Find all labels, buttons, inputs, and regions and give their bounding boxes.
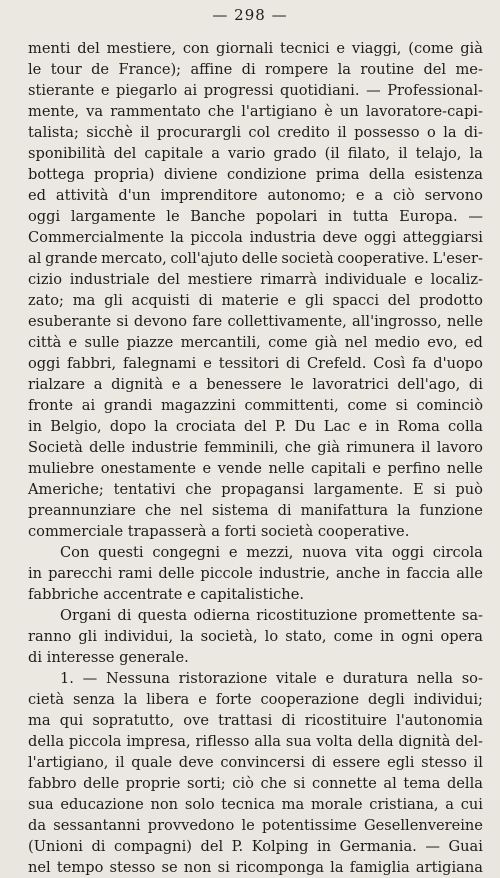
text-line: talista; sicchè il procurargli col credito il possesso o la di- — [28, 124, 483, 141]
text-line: menti del mestiere, con giornali tecnici e viaggi, (come già — [28, 40, 483, 57]
text-line: oggi fabbri, falegnami e tessitori di Crefeld. Così fa d'uopo — [28, 355, 483, 372]
text-line: Organi di questa odierna ricostituzione promettente sa- — [60, 607, 483, 624]
page-body-text — [28, 38, 483, 878]
text-line: fronte ai grandi magazzini committenti, come si cominciò — [28, 397, 483, 414]
text-line: nel tempo stesso se non si ricomponga la famiglia artigiana — [28, 859, 483, 876]
text-line: cietà senza la libera e forte cooperazione degli individui; — [28, 691, 483, 708]
text-line: fabbro delle proprie sorti; ciò che si connette al tema della — [28, 775, 483, 792]
text-line: da sessantanni provvedono le potentissime Gesellenvereine — [28, 817, 483, 834]
text-line: esuberante si devono fare collettivamente, all'ingrosso, nelle — [28, 313, 483, 330]
text-line: città e sulle piazze mercantili, come già nel medio evo, ed — [28, 334, 483, 351]
text-line: l'artigiano, il quale deve convincersi di essere egli stesso il — [28, 754, 483, 771]
text-line: (Unioni di compagni) del P. Kolping in Germania. — Guai — [28, 838, 483, 855]
text-line: ed attività d'un imprenditore autonomo; e a ciò servono — [28, 187, 483, 204]
text-line: sua educazione non solo tecnica ma morale cristiana, a cui — [28, 796, 483, 813]
text-line: rialzare a dignità e a benessere le lavoratrici dell'ago, di — [28, 376, 483, 393]
text-line: oggi largamente le Banche popolari in tutta Europa. — — [28, 208, 483, 225]
text-line: le tour de France); affine di rompere la routine del me- — [28, 61, 483, 78]
text-line: di interesse generale. — [28, 649, 189, 666]
text-line: in parecchi rami delle piccole industrie, anche in faccia alle — [28, 565, 483, 582]
text-line: ma qui sopratutto, ove trattasi di ricostituire l'autonomia — [28, 712, 483, 729]
text-line: bottega propria) diviene condizione prima della esistenza — [28, 166, 483, 183]
text-line: cizio industriale del mestiere rimarrà individuale e localiz- — [28, 271, 483, 288]
text-line: zato; ma gli acquisti di materie e gli spacci del prodotto — [28, 292, 483, 309]
text-line: mente, va rammentato che l'artigiano è un lavoratore-capi- — [28, 103, 483, 120]
text-line: ranno gli individui, la società, lo stato, come in ogni opera — [28, 628, 483, 645]
text-line: stierante e piegarlo ai progressi quotidiani. — Professional- — [28, 82, 483, 99]
text-line: in Belgio, dopo la crociata del P. Du Lac e in Roma colla — [28, 418, 483, 435]
text-line: preannunziare che nel sistema di manifattura la funzione — [28, 502, 483, 519]
text-line: commerciale trapasserà a forti società cooperative. — [28, 523, 410, 540]
text-line: Commercialmente la piccola industria deve oggi atteggiarsi — [28, 229, 483, 246]
text-line: al grande mercato, coll'ajuto delle società cooperative. L'eser- — [28, 250, 483, 267]
text-line: Americhe; tentativi che propagansi largamente. E si può — [28, 481, 483, 498]
text-line: Società delle industrie femminili, che già rimunera il lavoro — [28, 439, 483, 456]
text-line: Con questi congegni e mezzi, nuova vita oggi circola — [60, 544, 483, 561]
text-line: 1. — Nessuna ristorazione vitale e duratura nella so- — [60, 670, 483, 687]
text-line: fabbriche accentrate e capitalistiche. — [28, 586, 304, 603]
text-line: muliebre onestamente e vende nelle capitali e perfino nelle — [28, 460, 483, 477]
text-line: sponibilità del capitale a vario grado (il filato, il telajo, la — [28, 145, 483, 162]
text-line: della piccola impresa, riflesso alla sua volta della dignità del- — [28, 733, 483, 750]
page-number-header: — 298 — — [212, 6, 288, 24]
